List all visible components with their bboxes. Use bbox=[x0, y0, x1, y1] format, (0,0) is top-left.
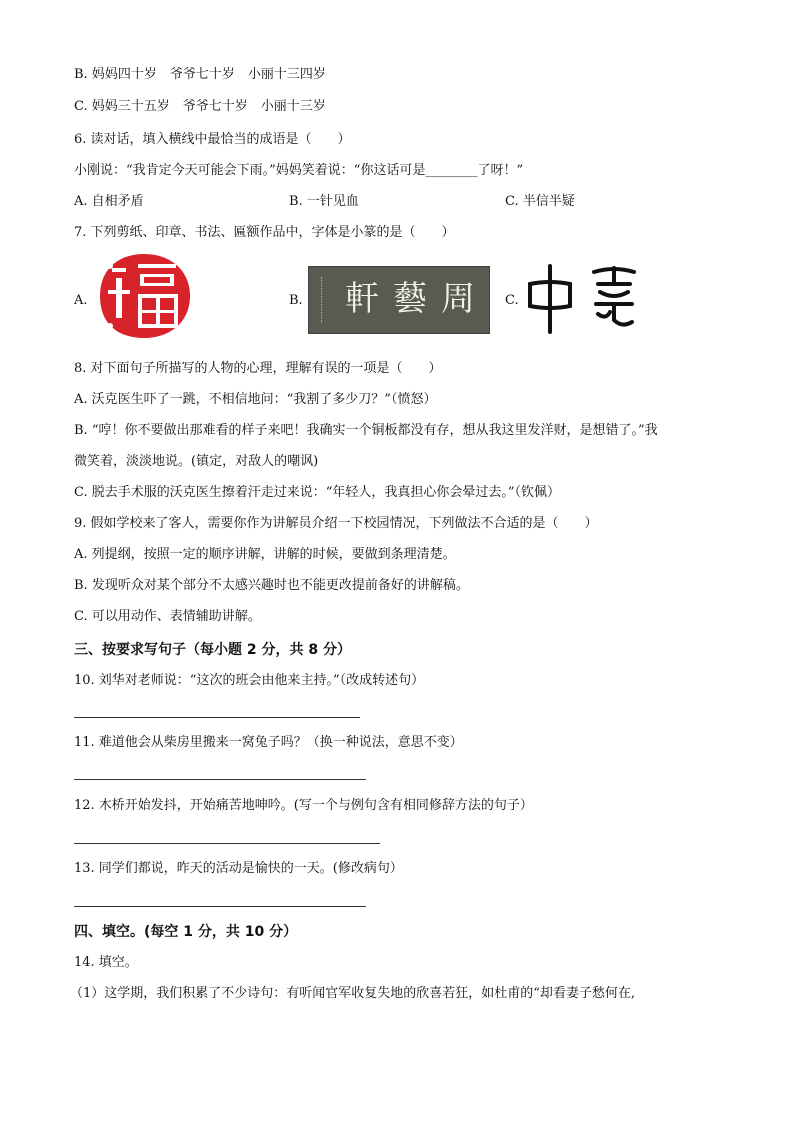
q13-text: 13. 同学们都说，昨天的活动是愉快的一天。(修改病句） bbox=[74, 861, 403, 876]
q12-text: 12. 木桥开始发抖，开始痛苦地呻吟。(写一个与例句含有相同修辞方法的句子） bbox=[74, 798, 533, 813]
seal-script-zhonghua-icon bbox=[522, 262, 642, 334]
plaque-image bbox=[308, 266, 490, 334]
q7-label-c: C. bbox=[505, 293, 519, 308]
q14-1-text: （1）这学期，我们积累了不少诗句：有听闻官军收复失地的欣喜若狂，如杜甫的“却看妻子愁何在, bbox=[70, 986, 636, 1001]
q9-stem: 9. 假如学校来了客人，需要你作为讲解员介绍一下校园情况，下列做法不合适的是（ ） bbox=[74, 516, 598, 531]
q9-option-b: B. 发现听众对某个部分不太感兴趣时也不能更改提前备好的讲解稿。 bbox=[74, 578, 469, 593]
q13-answer-line[interactable] bbox=[74, 906, 366, 907]
q12-answer-line[interactable] bbox=[74, 843, 380, 844]
q6-option-c: C. 半信半疑 bbox=[505, 194, 575, 209]
q7-label-b: B. bbox=[289, 293, 303, 308]
q7-label-a: A. bbox=[74, 293, 88, 308]
q9-option-a: A. 列提纲，按照一定的顺序讲解，讲解的时候，要做到条理清楚。 bbox=[74, 547, 456, 562]
q6-option-b: B. 一针见血 bbox=[289, 194, 359, 209]
q6-stem: 6. 读对话，填入横线中最恰当的成语是（ ） bbox=[74, 132, 351, 147]
q5-option-b: B. 妈妈四十岁 爷爷七十岁 小丽十三四岁 bbox=[74, 67, 326, 82]
plaque-text: 軒藝周 bbox=[345, 279, 489, 319]
q8-option-b-line1: B. “哼！你不要做出那难看的样子来吧！我确实一个铜板都没有存，想从我这里发洋财，是想错了。”我 bbox=[74, 423, 658, 438]
seal-script-image bbox=[522, 262, 642, 334]
q11-text: 11. 难道他会从柴房里搬来一窝兔子吗？（换一种说法，意思不变） bbox=[74, 735, 463, 750]
q7-stem: 7. 下列剪纸、印章、书法、匾额作品中，字体是小篆的是（ ） bbox=[74, 225, 455, 240]
plaque-inscription-mark bbox=[321, 277, 338, 323]
q10-answer-line[interactable] bbox=[74, 717, 360, 718]
q8-option-a: A. 沃克医生吓了一跳，不相信地问：“我割了多少刀？”（愤怒） bbox=[74, 392, 437, 407]
section3-heading: 三、按要求写句子（每小题 2 分，共 8 分） bbox=[74, 642, 351, 658]
q5-option-c: C. 妈妈三十五岁 爷爷七十岁 小丽十三岁 bbox=[74, 99, 326, 114]
q6-option-a: A. 自相矛盾 bbox=[74, 194, 144, 209]
q8-option-c: C. 脱去手术服的沃克医生擦着汗走过来说：“年轻人，我真担心你会晕过去。”（钦佩） bbox=[74, 485, 561, 500]
papercut-fu-icon bbox=[90, 250, 198, 342]
q8-stem: 8. 对下面句子所描写的人物的心理，理解有误的一项是（ ） bbox=[74, 361, 442, 376]
q8-option-b-line2: 微笑着，淡淡地说。(镇定，对敌人的嘲讽) bbox=[74, 454, 319, 469]
q11-answer-line[interactable] bbox=[74, 779, 366, 780]
q14-text: 14. 填空。 bbox=[74, 955, 138, 970]
section4-heading: 四、填空。(每空 1 分，共 10 分） bbox=[74, 924, 298, 940]
papercut-image bbox=[90, 250, 198, 342]
q10-text: 10. 刘华对老师说：“这次的班会由他来主持。”（改成转述句） bbox=[74, 673, 425, 688]
q6-dialog: 小刚说：“我肯定今天可能会下雨。”妈妈笑着说：“你这话可是________了呀！” bbox=[74, 163, 524, 178]
q9-option-c: C. 可以用动作、表情辅助讲解。 bbox=[74, 609, 261, 624]
